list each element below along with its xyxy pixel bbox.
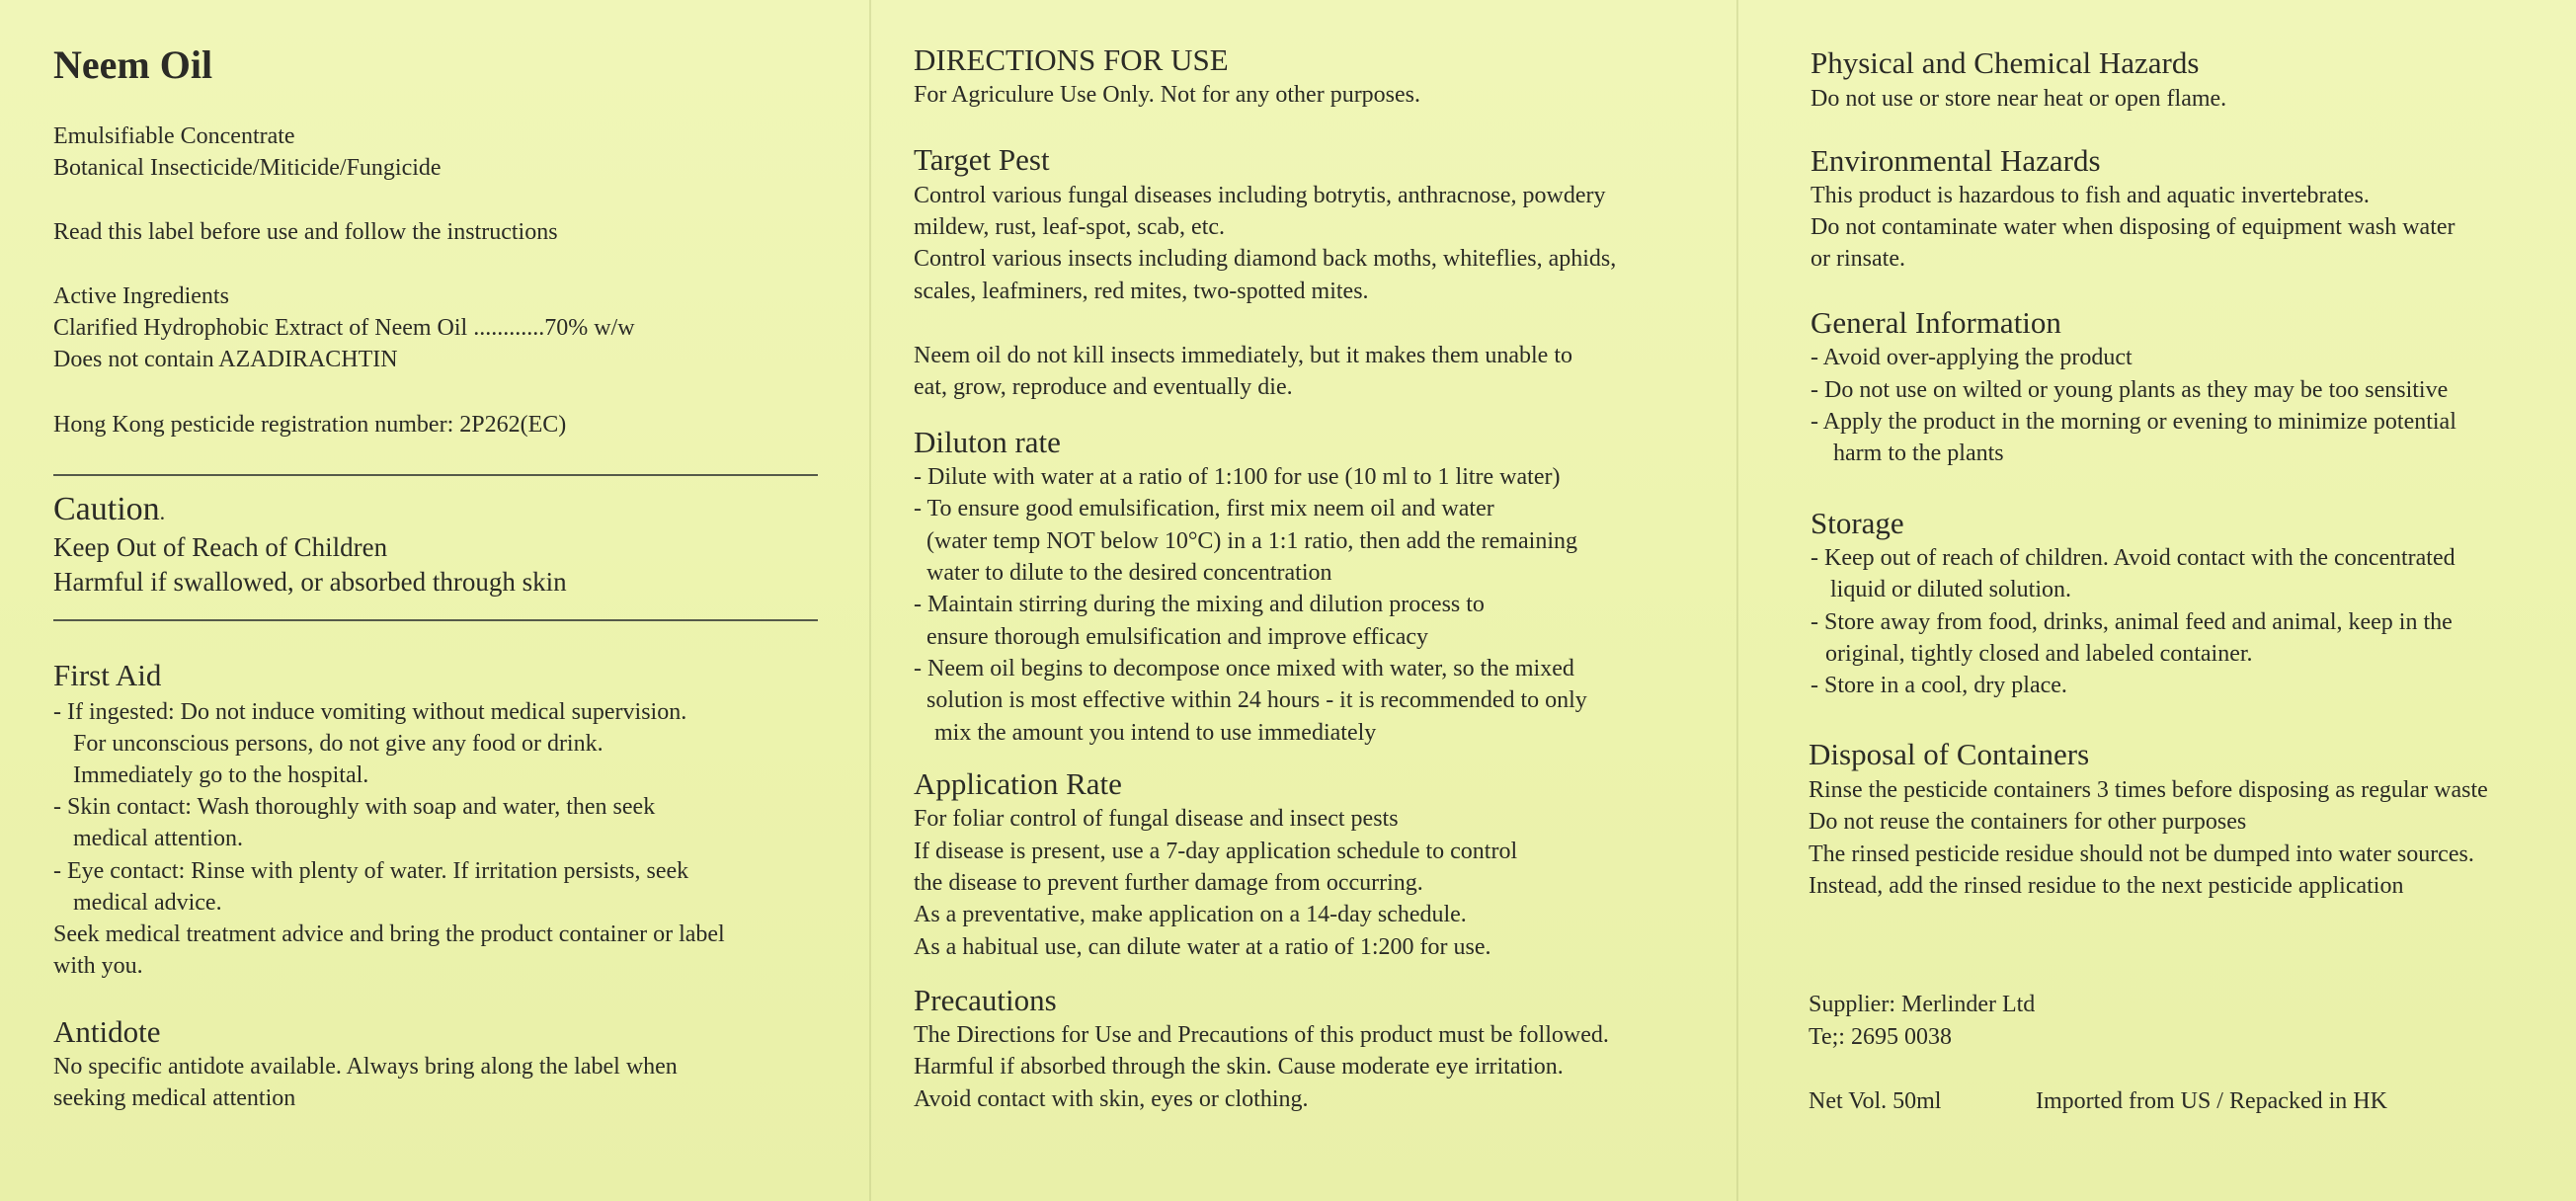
first-aid-line: - Skin contact: Wash thoroughly with soap and water, then seek [53, 794, 656, 820]
storage-line: - Store away from food, drinks, animal feed and animal, keep in the [1811, 609, 2453, 635]
storage-line: - Keep out of reach of children. Avoid contact with the concentrated [1811, 545, 2455, 571]
caution-line-2: Harmful if swallowed, or absorbed through skin [53, 567, 567, 597]
active-ingredient-line: Clarified Hydrophobic Extract of Neem Oil ............70% w/w [53, 315, 635, 341]
target-pest-line: mildew, rust, leaf-spot, scab, etc. [914, 214, 1226, 240]
application-line: If disease is present, use a 7-day application schedule to control [914, 839, 1518, 864]
net-volume: Net Vol. 50ml [1809, 1088, 1942, 1114]
target-pest-line: Control various fungal diseases including botrytis, anthracnose, powdery [914, 183, 1606, 208]
antidote-heading: Antidote [53, 1014, 161, 1049]
storage-line: - Store in a cool, dry place. [1811, 673, 2067, 698]
application-rate-heading: Application Rate [914, 766, 1122, 801]
target-pest-heading: Target Pest [914, 142, 1050, 177]
product-category: Botanical Insecticide/Miticide/Fungicide [53, 155, 442, 181]
application-line: For foliar control of fungal disease and insect pests [914, 806, 1399, 832]
environmental-line: This product is hazardous to fish and aquatic invertebrates. [1811, 183, 2370, 208]
application-line: As a habitual use, can dilute water at a ratio of 1:200 for use. [914, 934, 1491, 960]
first-aid-line: - If ingested: Do not induce vomiting without medical supervision. [53, 699, 687, 725]
general-info-line: harm to the plants [1833, 440, 2004, 466]
product-title: Neem Oil [53, 42, 213, 87]
registration-number: Hong Kong pesticide registration number: 2P262(EC) [53, 412, 567, 438]
dilution-line: - To ensure good emulsification, first mix neem oil and water [914, 496, 1494, 521]
disposal-line: Instead, add the rinsed residue to the next pesticide application [1809, 873, 2404, 899]
dilution-line: water to dilute to the desired concentration [926, 560, 1332, 586]
storage-line: liquid or diluted solution. [1830, 577, 2071, 602]
fold-line-right [1736, 0, 1738, 1201]
origin-note: Imported from US / Repacked in HK [2036, 1088, 2387, 1114]
active-ingredients-heading: Active Ingredients [53, 283, 229, 309]
precautions-heading: Precautions [914, 983, 1057, 1017]
general-info-line: - Avoid over-applying the product [1811, 345, 2133, 370]
application-line: the disease to prevent further damage from occurring. [914, 870, 1423, 896]
dilution-line: - Maintain stirring during the mixing and dilution process to [914, 592, 1485, 617]
first-aid-line: For unconscious persons, do not give any food or drink. [73, 731, 604, 757]
neem-action-note: eat, grow, reproduce and eventually die. [914, 374, 1293, 400]
directions-subtitle: For Agriculure Use Only. Not for any other purposes. [914, 82, 1421, 108]
general-info-heading: General Information [1811, 305, 2061, 340]
precautions-line: Harmful if absorbed through the skin. Cause moderate eye irritation. [914, 1054, 1564, 1080]
storage-line: original, tightly closed and labeled container. [1825, 641, 2253, 667]
application-line: As a preventative, make application on a 14-day schedule. [914, 902, 1467, 927]
precautions-line: The Directions for Use and Precautions of this product must be followed. [914, 1022, 1609, 1048]
caution-heading: Caution. [53, 491, 166, 527]
general-info-line: - Do not use on wilted or young plants as they may be too sensitive [1811, 377, 2449, 403]
first-aid-line: - Eye contact: Rinse with plenty of water. If irritation persists, seek [53, 858, 689, 884]
formulation-type: Emulsifiable Concentrate [53, 123, 295, 149]
first-aid-line: Seek medical treatment advice and bring the product container or label [53, 921, 725, 947]
dilution-line: solution is most effective within 24 hours - it is recommended to only [926, 687, 1587, 713]
dilution-line: - Dilute with water at a ratio of 1:100 for use (10 ml to 1 litre water) [914, 464, 1561, 490]
read-label-notice: Read this label before use and follow the instructions [53, 219, 558, 245]
dilution-line: ensure thorough emulsification and improve efficacy [926, 624, 1429, 650]
environmental-line: Do not contaminate water when disposing of equipment wash water [1811, 214, 2455, 240]
environmental-hazards-heading: Environmental Hazards [1811, 143, 2101, 178]
disposal-line: Do not reuse the containers for other purposes [1809, 809, 2247, 835]
disposal-line: The rinsed pesticide residue should not be dumped into water sources. [1809, 841, 2474, 867]
general-info-line: - Apply the product in the morning or evening to minimize potential [1811, 409, 2456, 435]
fold-line-left [869, 0, 871, 1201]
first-aid-line: medical attention. [73, 826, 243, 851]
azadirachtin-note: Does not contain AZADIRACHTIN [53, 347, 398, 372]
dilution-line: mix the amount you intend to use immediately [934, 720, 1377, 746]
first-aid-heading: First Aid [53, 658, 162, 692]
storage-heading: Storage [1811, 506, 1904, 540]
first-aid-line: Immediately go to the hospital. [73, 762, 369, 788]
environmental-line: or rinsate. [1811, 246, 1905, 272]
dilution-line: (water temp NOT below 10°C) in a 1:1 ratio, then add the remaining [926, 528, 1577, 554]
physical-hazards-heading: Physical and Chemical Hazards [1811, 45, 2200, 80]
dilution-line: - Neem oil begins to decompose once mixed with water, so the mixed [914, 656, 1574, 681]
neem-action-note: Neem oil do not kill insects immediately, but it makes them unable to [914, 343, 1572, 368]
first-aid-line: medical advice. [73, 890, 222, 916]
divider-bottom [53, 619, 818, 621]
supplier-tel: Te;: 2695 0038 [1809, 1024, 1952, 1050]
divider-top [53, 474, 818, 476]
antidote-line: No specific antidote available. Always bring along the label when [53, 1054, 678, 1080]
first-aid-line: with you. [53, 953, 143, 979]
dilution-heading: Diluton rate [914, 425, 1061, 459]
precautions-line: Avoid contact with skin, eyes or clothing. [914, 1086, 1309, 1112]
disposal-heading: Disposal of Containers [1809, 737, 2090, 771]
disposal-line: Rinse the pesticide containers 3 times before disposing as regular waste [1809, 777, 2488, 803]
supplier-name: Supplier: Merlinder Ltd [1809, 992, 2036, 1017]
caution-line-1: Keep Out of Reach of Children [53, 532, 388, 562]
target-pest-line: Control various insects including diamond back moths, whiteflies, aphids, [914, 246, 1617, 272]
target-pest-line: scales, leafminers, red mites, two-spotted mites. [914, 279, 1369, 304]
directions-heading: DIRECTIONS FOR USE [914, 42, 1229, 77]
physical-hazards-text: Do not use or store near heat or open flame. [1811, 86, 2227, 112]
antidote-line: seeking medical attention [53, 1085, 296, 1111]
